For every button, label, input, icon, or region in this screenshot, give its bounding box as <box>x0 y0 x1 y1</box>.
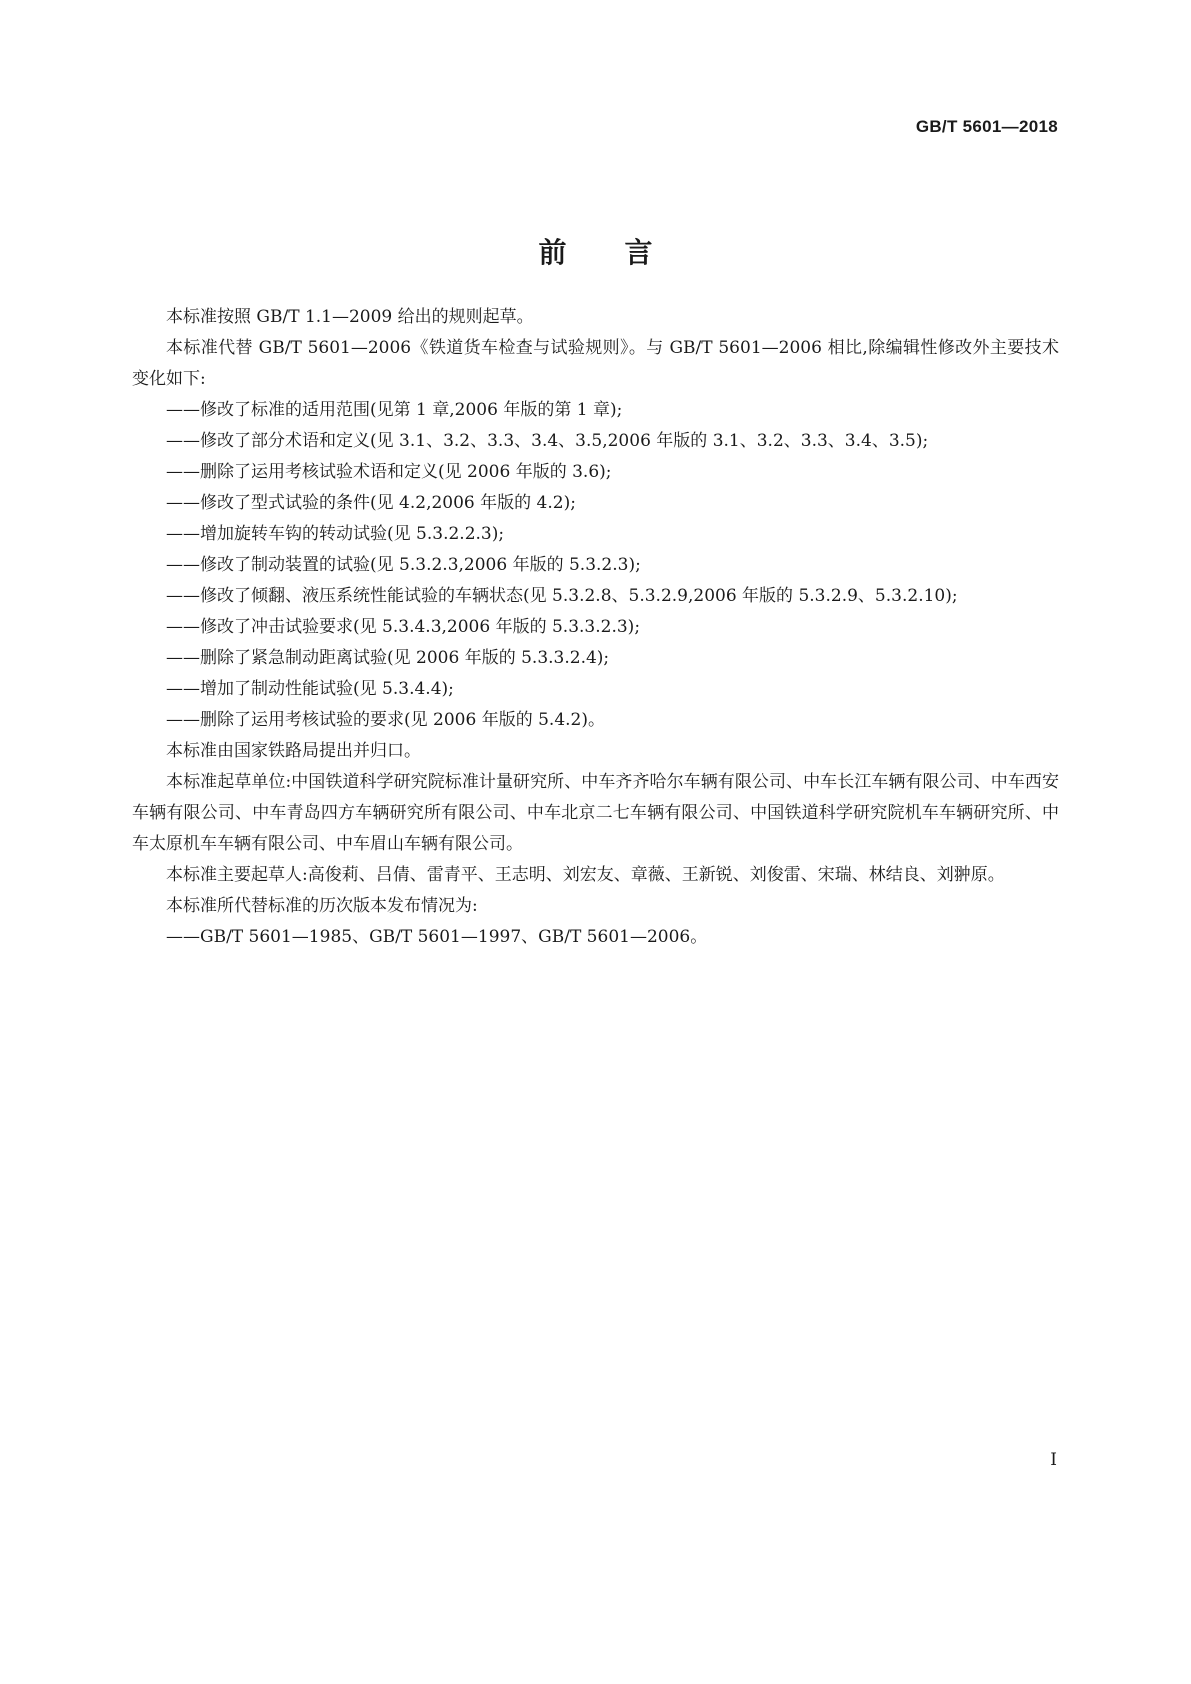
changes-list <box>132 395 1059 736</box>
list-item: ——删除了运用考核试验术语和定义(见 2006 年版的 3.6); <box>166 462 612 482</box>
list-item: ——删除了运用考核试验的要求(见 2006 年版的 5.4.2)。 <box>166 710 605 730</box>
paragraph: 本标准所代替标准的历次版本发布情况为: <box>166 896 478 916</box>
list-item: ——修改了型式试验的条件(见 4.2,2006 年版的 4.2); <box>166 493 576 513</box>
history-list <box>132 922 1059 953</box>
page-title: 前言 <box>538 235 711 269</box>
list-item: ——修改了倾翻、液压系统性能试验的车辆状态(见 5.3.2.8、5.3.2.9,2006 年版的 5.3.2.9、5.3.2.10); <box>166 586 958 606</box>
list-item: ——增加旋转车钩的转动试验(见 5.3.2.2.3); <box>166 524 505 544</box>
list-item: ——修改了制动装置的试验(见 5.3.2.3,2006 年版的 5.3.2.3); <box>166 555 641 575</box>
paragraph: 本标准由国家铁路局提出并归口。 <box>166 741 421 761</box>
document-code: GB/T 5601—2018 <box>915 117 1058 136</box>
list-item: ——修改了部分术语和定义(见 3.1、3.2、3.3、3.4、3.5,2006 年版的 3.1、3.2、3.3、3.4、3.5); <box>166 431 929 451</box>
list-item: ——修改了标准的适用范围(见第 1 章,2006 年版的第 1 章); <box>166 400 623 420</box>
list-item: ——修改了冲击试验要求(见 5.3.4.3,2006 年版的 5.3.3.2.3); <box>166 617 641 637</box>
paragraph: 本标准按照 GB/T 1.1—2009 给出的规则起草。 <box>166 307 534 327</box>
paragraph: 本标准主要起草人:高俊莉、吕倩、雷青平、王志明、刘宏友、章薇、王新锐、刘俊雷、宋瑞、林结良、刘翀原。 <box>166 865 1005 885</box>
page-number: I <box>1050 1450 1057 1470</box>
list-item: ——GB/T 5601—1985、GB/T 5601—1997、GB/T 5601—2006。 <box>166 927 708 947</box>
foreword-body <box>132 302 1059 953</box>
paragraph: 本标准代替 GB/T 5601—2006《铁道货车检查与试验规则》。与 GB/T 5601—2006 相比,除编辑性修改外主要技术变化如下: <box>132 338 1059 389</box>
paragraph: 本标准起草单位:中国铁道科学研究院标准计量研究所、中车齐齐哈尔车辆有限公司、中车长江车辆有限公司、中车西安车辆有限公司、中车青岛四方车辆研究所有限公司、中车北京二七车辆有限公司、中国铁道科学研究院机车车辆研究所、中车太原机车车辆有限公司、中车眉山车辆有限公司。 <box>132 772 1059 854</box>
list-item: ——增加了制动性能试验(见 5.3.4.4); <box>166 679 454 699</box>
list-item: ——删除了紧急制动距离试验(见 2006 年版的 5.3.3.2.4); <box>166 648 610 668</box>
